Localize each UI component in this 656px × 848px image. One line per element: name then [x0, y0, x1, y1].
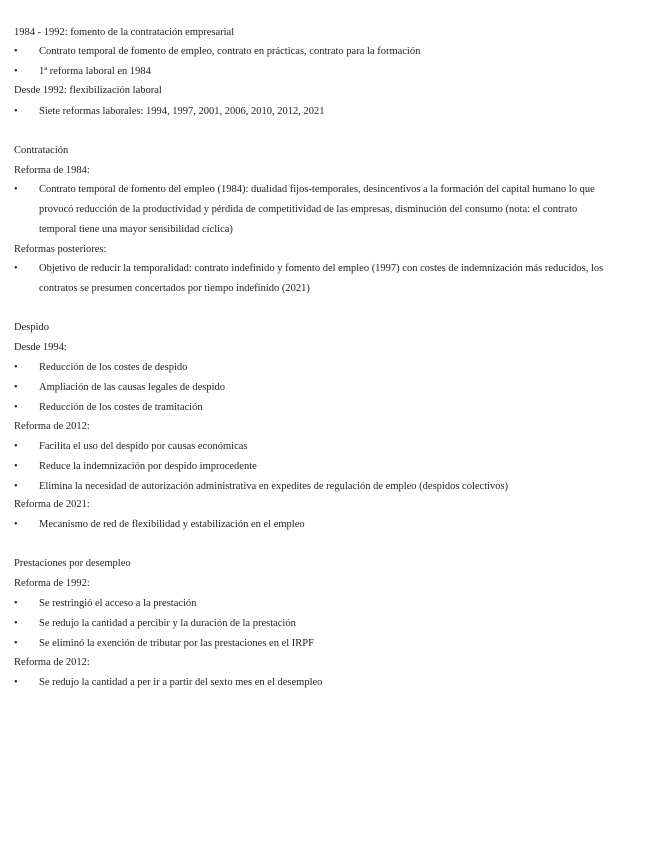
bullet-icon: • [14, 106, 18, 117]
heading-1984-1992: 1984 - 1992: fomento de la contratación empresarial [14, 27, 235, 38]
list-item: Contrato temporal de fomento del empleo (1984): dualidad fijos-temporales, desincentivos a la formación del capital humano lo que provocó reducción de la productividad y pérdida de competitividad de las empresas, disminución del consumo (nota: el contrato temporal tiene una mayor sensibilidad cíclica) [39, 184, 595, 235]
bullet-icon: • [14, 677, 18, 688]
bullet-icon: • [14, 481, 18, 492]
list-item: Contrato temporal de fomento de empleo, contrato en prácticas, contrato para la formación [39, 46, 421, 57]
subheading-desde-1992: Desde 1992: flexibilización laboral [14, 85, 162, 96]
list-item: Mecanismo de red de flexibilidad y estabilización en el empleo [39, 519, 305, 530]
list-item: Objetivo de reducir la temporalidad: contrato indefinido y fomento del empleo (1997) con costes de indemnización más reducidos, los contratos se presumen concertados por tiempo indefinido (2021) [39, 263, 604, 294]
list-item: Se redujo la cantidad a percibir y la duración de la prestación [39, 618, 296, 629]
list-item: Facilita el uso del despido por causas económicas [39, 441, 248, 452]
subheading-reforma-2021: Reforma de 2021: [14, 499, 90, 510]
list-item: Se redujo la cantidad a per ir a partir del sexto mes en el desempleo [39, 677, 323, 688]
bullet-icon: • [14, 519, 18, 530]
section-title-despido: Despido [14, 322, 49, 333]
list-item: Reducción de los costes de tramitación [39, 402, 203, 413]
bullet-icon: • [14, 184, 18, 195]
bullet-icon: • [14, 441, 18, 452]
list-item: Elimina la necesidad de autorización administrativa en expedites de regulación de empleo (despidos colectivos) [39, 481, 509, 492]
list-item: Reducción de los costes de despido [39, 362, 188, 373]
bullet-icon: • [14, 598, 18, 609]
list-item: Se eliminó la exención de tributar por las prestaciones en el IRPF [39, 638, 314, 649]
bullet-icon: • [14, 362, 18, 373]
subheading-reforma-2012-prestaciones: Reforma de 2012: [14, 657, 90, 668]
bullet-icon: • [14, 66, 18, 77]
subheading-reforma-1992: Reforma de 1992: [14, 578, 90, 589]
bullet-icon: • [14, 263, 18, 274]
subheading-reformas-posteriores: Reformas posteriores: [14, 244, 107, 255]
subheading-reforma-1984: Reforma de 1984: [14, 165, 90, 176]
list-item: Reduce la indemnización por despido improcedente [39, 461, 257, 472]
subheading-reforma-2012: Reforma de 2012: [14, 421, 90, 432]
bullet-icon: • [14, 638, 18, 649]
bullet-icon: • [14, 402, 18, 413]
list-item: Ampliación de las causas legales de despido [39, 382, 226, 393]
section-title-prestaciones: Prestaciones por desempleo [14, 558, 131, 569]
list-item: Siete reformas laborales: 1994, 1997, 2001, 2006, 2010, 2012, 2021 [39, 106, 325, 117]
bullet-icon: • [14, 46, 18, 57]
section-title-contratacion: Contratación [14, 145, 69, 156]
bullet-icon: • [14, 461, 18, 472]
list-item: Se restringió el acceso a la prestación [39, 598, 197, 609]
bullet-icon: • [14, 382, 18, 393]
list-item: 1ª reforma laboral en 1984 [39, 66, 151, 77]
subheading-desde-1994: Desde 1994: [14, 342, 67, 353]
bullet-icon: • [14, 618, 18, 629]
